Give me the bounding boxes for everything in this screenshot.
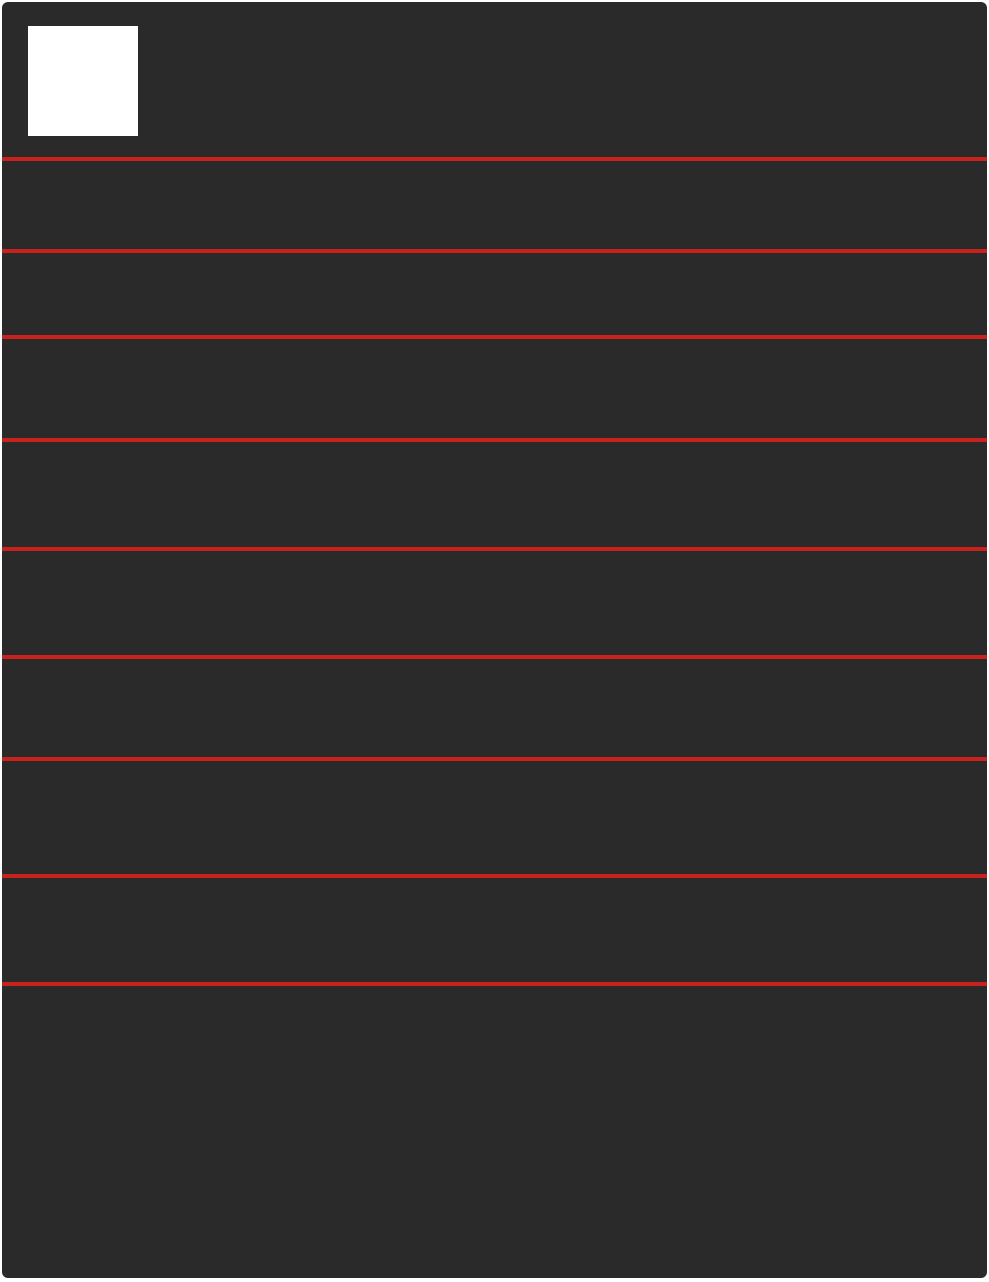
qr-code	[28, 26, 138, 136]
side-item	[32, 1111, 362, 1147]
side-item	[32, 1147, 362, 1183]
sides-list	[32, 1038, 362, 1219]
menu-board	[2, 2, 987, 1278]
side-item	[32, 1038, 362, 1074]
divider	[2, 655, 987, 659]
divider	[2, 438, 987, 442]
side-item	[32, 1183, 362, 1219]
side-item	[32, 1074, 362, 1110]
divider	[2, 874, 987, 878]
divider	[2, 757, 987, 761]
divider	[2, 335, 987, 339]
divider	[2, 547, 987, 551]
divider	[2, 157, 987, 161]
divider	[2, 249, 987, 253]
divider	[2, 982, 987, 986]
